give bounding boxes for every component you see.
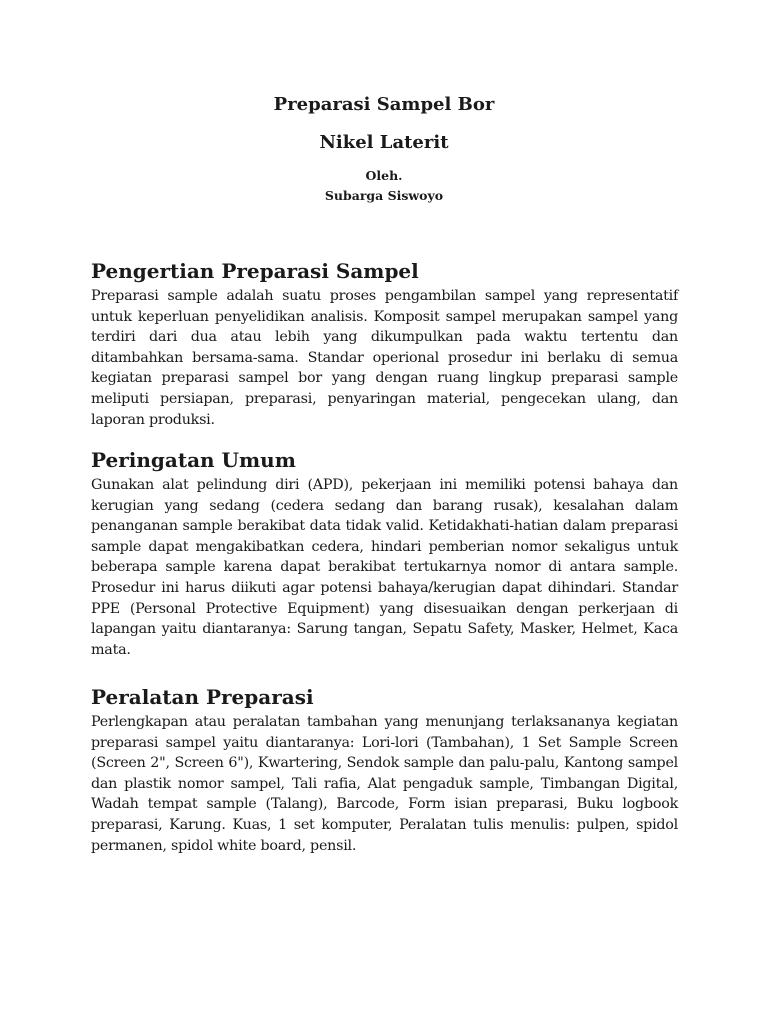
document-title: Preparasi Sampel Bor (273, 94, 495, 115)
document-subtitle: Nikel Laterit (319, 132, 449, 153)
section-pengertian (91, 258, 678, 430)
section-heading: Peringatan Umum (91, 448, 296, 472)
section-peringatan (91, 447, 678, 660)
section-heading: Pengertian Preparasi Sampel (91, 259, 419, 283)
author-name: Subarga Siswoyo (324, 188, 444, 203)
section-body: Preparasi sample adalah suatu proses pengambilan sampel yang representatif untuk keperluan penyelidikan analisis. Komposit sampel merupakan sampel yang terdiri dari dua atau lebih yang dikumpulkan pada waktu tertentu dan ditambahkan bersama-sama. Standar operional prosedur ini berlaku di semua kegiatan preparasi sampel bor yang dengan ruang lingkup preparasi sample meliputi persiapan, preparasi, penyaringan material, pengecekan ulang, dan laporan produksi. (91, 288, 678, 428)
section-heading: Peralatan Preparasi (91, 685, 314, 709)
section-peralatan (91, 684, 678, 856)
section-body: Perlengkapan atau peralatan tambahan yang menunjang terlaksananya kegiatan preparasi sampel yaitu diantaranya: Lori-lori (Tambahan), 1 Set Sample Screen (Screen 2", Screen 6"), Kwartering, Sendok sample dan palu-palu, Kantong sampel dan plastik nomor sampel, Tali rafia, Alat pengaduk sample, Timbangan Digital, Wadah tempat sample (Talang), Barcode, Form isian preparasi, Buku logbook preparasi, Karung. Kuas, 1 set komputer, Peralatan tulis menulis: pulpen, spidol permanen, spidol white board, pensil. (91, 714, 678, 854)
section-body: Gunakan alat pelindung diri (APD), pekerjaan ini memiliki potensi bahaya dan kerugian yang sedang (cedera sedang dan barang rusak), kesalahan dalam penanganan sample berakibat data tidak valid. Ketidakhati-hatian dalam preparasi sample dapat mengakibatkan cedera, hindari pemberian nomor sekaligus untuk beberapa sample karena dapat berakibat tertukarnya nomor di antara sample. Prosedur ini harus diikuti agar potensi bahaya/kerugian dapat dihindari. Standar PPE (Personal Protective Equipment) yang disesuaikan dengan perkerjaan di lapangan yaitu diantaranya: Sarung tangan, Sepatu Safety, Masker, Helmet, Kaca mata. (91, 477, 678, 658)
author-prefix: Oleh. (365, 168, 403, 183)
